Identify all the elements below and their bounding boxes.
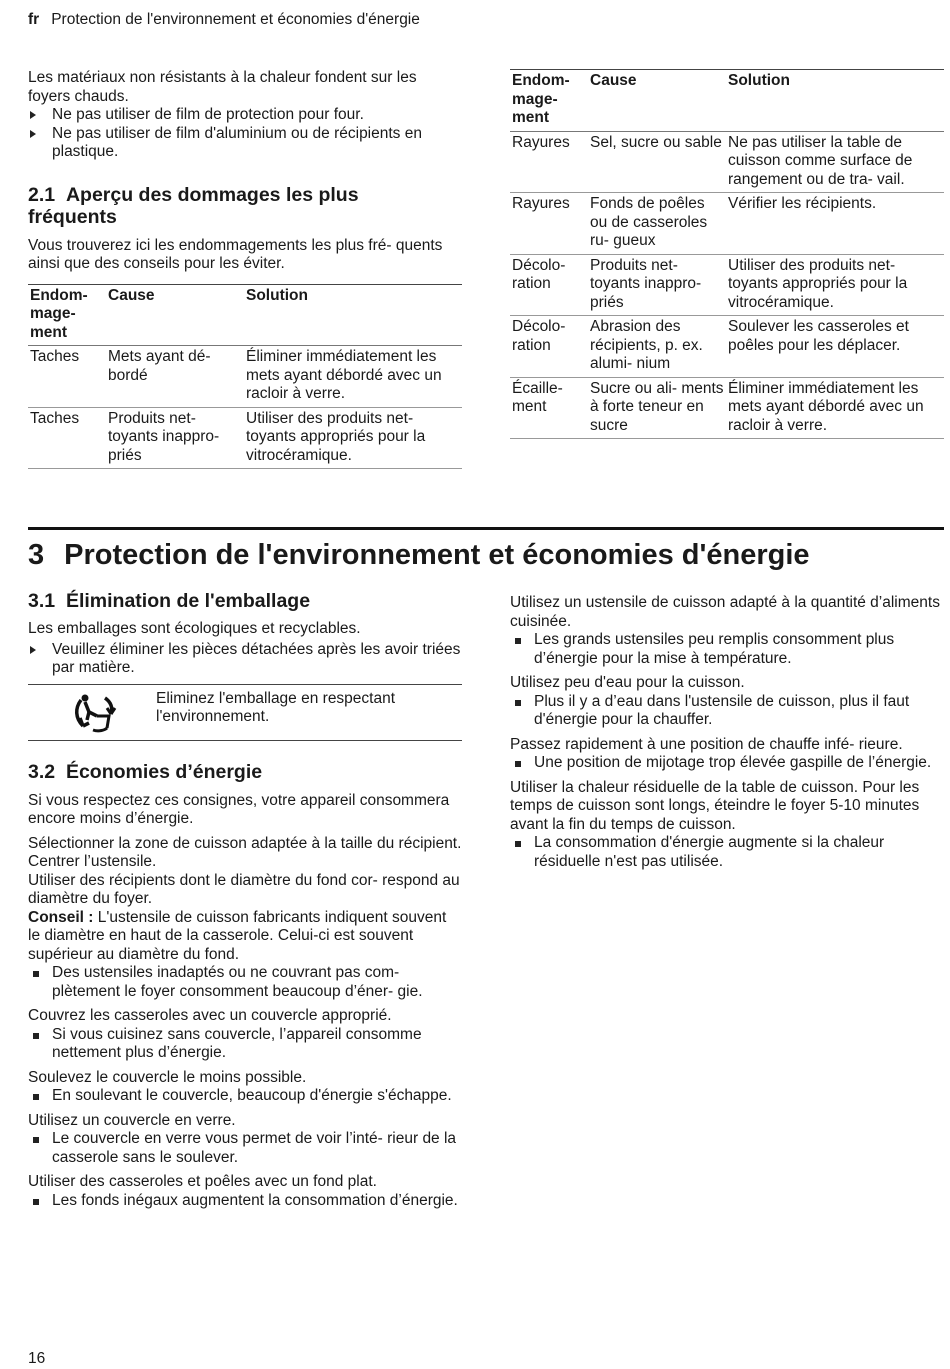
tip-label: Conseil : bbox=[28, 908, 94, 926]
column-header: Endom- mage- ment bbox=[28, 284, 106, 346]
list-item: Le couvercle en verre vous permet de voir l’inté- rieur de la casserole sans le soulever. bbox=[28, 1130, 462, 1167]
tip-paragraph: Conseil : L'ustensile de cuisson fabricants indiquent souvent le diamètre en haut de la casserole. Celui-ci est souvent supérieur au diamètre du fond. bbox=[28, 908, 447, 963]
energy-list bbox=[28, 1130, 462, 1167]
energy-list bbox=[510, 631, 944, 668]
paragraph: Utiliser des récipients dont le diamètre du fond cor- respond au diamètre du foyer. bbox=[28, 871, 460, 907]
damage-table-right bbox=[510, 69, 944, 439]
paragraph: Passez rapidement à une position de chauffe infé- rieure. bbox=[510, 735, 903, 753]
table-row: Taches Mets ayant dé- bordé Éliminer immédiatement les mets ayant débordé avec un racloir à verre. bbox=[28, 346, 462, 408]
intro-text: Les matériaux non résistants à la chaleur fondent sur les foyers chauds. bbox=[28, 69, 417, 105]
section-3-1-heading: 3.1 Élimination de l'emballage bbox=[28, 590, 311, 612]
disposal-list bbox=[28, 641, 462, 678]
paragraph: Si vous respectez ces consignes, votre appareil consommera encore moins d’énergie. bbox=[28, 791, 450, 827]
section-2-1-intro: Vous trouverez ici les endommagements les plus fré- quents ainsi que des conseils pour les éviter. bbox=[28, 236, 443, 272]
list-item: Si vous cuisinez sans couvercle, l’appareil consomme nettement plus d’énergie. bbox=[28, 1026, 462, 1063]
header-title: Protection de l'environnement et économies d'énergie bbox=[51, 11, 420, 28]
energy-list bbox=[28, 1192, 462, 1211]
column-header: Solution bbox=[726, 70, 944, 132]
list-item: Des ustensiles inadaptés ou ne couvrant pas com- plètement le foyer consomment beaucoup d’éner- gie. bbox=[28, 964, 462, 1001]
left-bottom-column bbox=[28, 590, 462, 1216]
damage-table-left bbox=[28, 284, 462, 470]
paragraph: Utilisez un ustensile de cuisson adapté à la quantité d’aliments cuisinée. bbox=[510, 594, 940, 630]
chapter-3-heading: 3 Protection de l'environnement et économies d'énergie bbox=[28, 527, 944, 572]
column-header: Endom- mage- ment bbox=[510, 70, 588, 132]
list-item: Une position de mijotage trop élevée gaspille de l’énergie. bbox=[510, 754, 944, 773]
table-row: Taches Produits net- toyants inappro- priés Utiliser des produits net- toyants appropriés pour la vitrocéramique. bbox=[28, 407, 462, 469]
column-header: Cause bbox=[588, 70, 726, 132]
energy-list bbox=[510, 834, 944, 871]
paragraph: Utilisez peu d'eau pour la cuisson. bbox=[510, 674, 745, 691]
energy-list bbox=[510, 693, 944, 730]
column-header: Solution bbox=[244, 284, 462, 346]
page-number: 16 bbox=[28, 1350, 46, 1367]
right-bottom-column bbox=[510, 594, 944, 877]
list-item: En soulevant le couvercle, beaucoup d'énergie s'échappe. bbox=[28, 1087, 462, 1106]
paragraph: Soulevez le couvercle le moins possible. bbox=[28, 1068, 307, 1086]
table-row: Décolo- ration Abrasion des récipients, p. ex. alumi- nium Soulever les casseroles et poêles pour les déplacer. bbox=[510, 316, 944, 378]
list-item: Plus il y a d’eau dans l'ustensile de cuisson, plus il faut d'énergie pour la chauffer. bbox=[510, 693, 944, 730]
paragraph: Utiliser la chaleur résiduelle de la table de cuisson. Pour les temps de cuisson sont longs, éteindre le foyer 5-10 minutes avant la fin du temps de cuisson. bbox=[510, 778, 920, 833]
list-item: Les grands ustensiles peu remplis consomment plus d’énergie pour la mise à température. bbox=[510, 631, 944, 668]
warning-list bbox=[28, 106, 462, 162]
left-top-column bbox=[28, 69, 462, 469]
table-row: Décolo- ration Produits net- toyants inappro- priés Utiliser des produits net- toyants appropriés pour la vitrocéramique. bbox=[510, 254, 944, 316]
section-3-1-intro: Les emballages sont écologiques et recyclables. bbox=[28, 620, 361, 637]
energy-list bbox=[28, 1087, 462, 1106]
paragraph: Sélectionner la zone de cuisson adaptée à la taille du récipient. Centrer l’ustensile. bbox=[28, 834, 462, 870]
recycle-notice bbox=[28, 684, 462, 741]
column-header: Cause bbox=[106, 284, 244, 346]
page-header bbox=[28, 11, 420, 30]
list-item: Veuillez éliminer les pièces détachées après les avoir triées par matière. bbox=[28, 641, 462, 678]
paragraph: Utilisez un couvercle en verre. bbox=[28, 1111, 236, 1129]
language-code: fr bbox=[28, 11, 40, 28]
section-2-1-heading: 2.1 Aperçu des dommages les plus fréquents bbox=[28, 183, 359, 228]
paragraph: Couvrez les casseroles avec un couvercle approprié. bbox=[28, 1007, 392, 1024]
table-row: Rayures Sel, sucre ou sable Ne pas utiliser la table de cuisson comme surface de rangement ou de tra- vail. bbox=[510, 131, 944, 193]
list-item: La consommation d'énergie augmente si la chaleur résiduelle n'est pas utilisée. bbox=[510, 834, 944, 871]
right-top-column bbox=[510, 69, 944, 439]
section-3-2-heading: 3.2 Économies d’énergie bbox=[28, 760, 263, 783]
energy-list bbox=[510, 754, 944, 773]
paragraph: Utiliser des casseroles et poêles avec un fond plat. bbox=[28, 1173, 377, 1190]
table-row: Rayures Fonds de poêles ou de casseroles ru- gueux Vérifier les récipients. bbox=[510, 193, 944, 255]
list-item: Ne pas utiliser de film de protection pour four. bbox=[28, 106, 462, 125]
list-item: Ne pas utiliser de film d'aluminium ou de récipients en plastique. bbox=[28, 125, 462, 162]
recycle-disposal-icon bbox=[28, 690, 156, 734]
energy-list bbox=[28, 1026, 462, 1063]
list-item: Les fonds inégaux augmentent la consommation d’énergie. bbox=[28, 1192, 462, 1211]
recycle-text: Eliminez l'emballage en respectant l'environnement. bbox=[156, 689, 396, 725]
tip-list bbox=[28, 964, 462, 1001]
table-row: Écaille- ment Sucre ou ali- ments à forte teneur en sucre Éliminer immédiatement les mets ayant débordé avec un racloir à verre. bbox=[510, 377, 944, 439]
